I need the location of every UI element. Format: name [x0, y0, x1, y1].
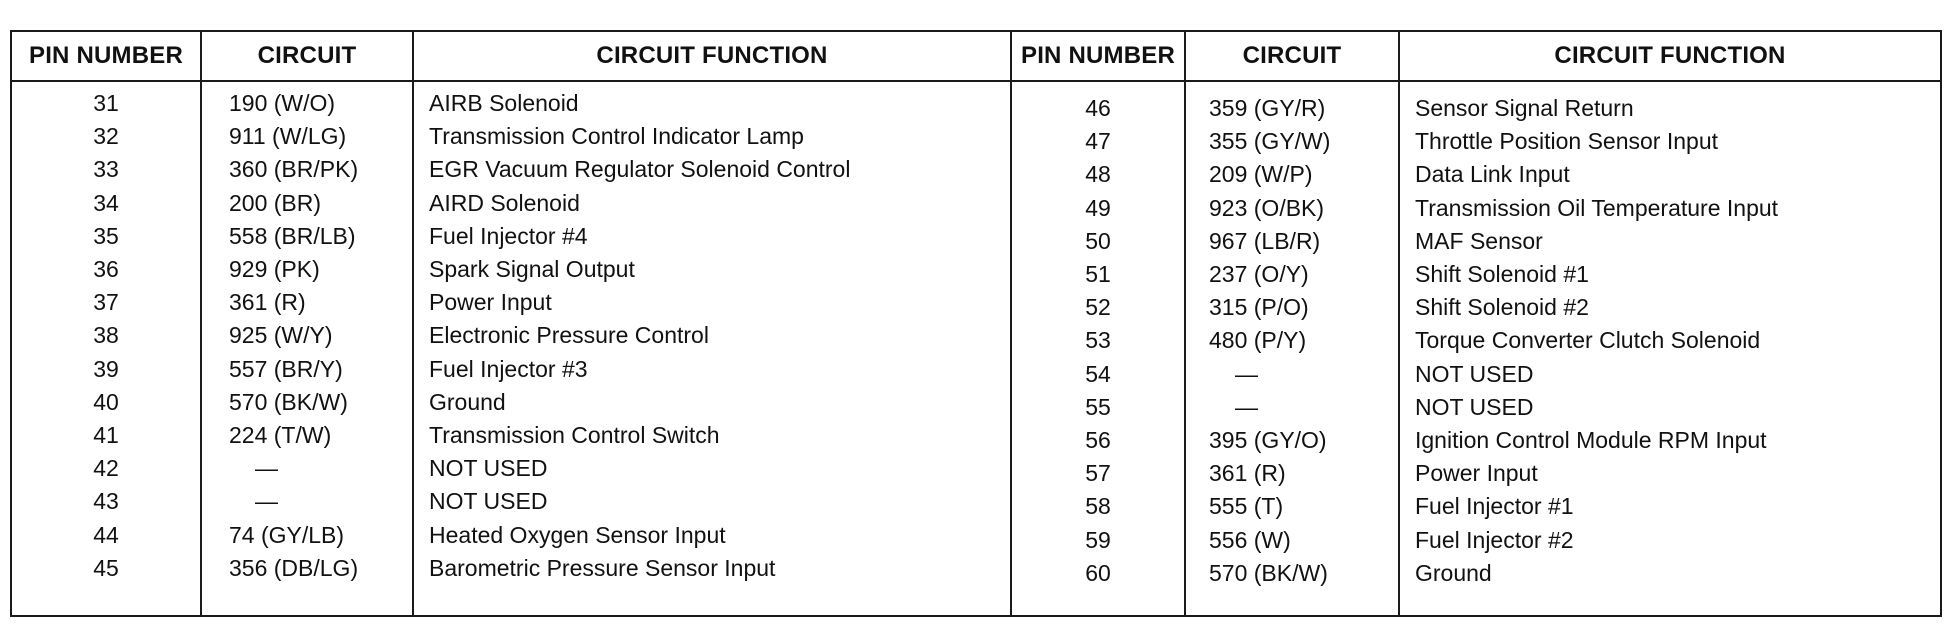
header-circuit-function: CIRCUIT FUNCTION	[1554, 42, 1786, 69]
circuit-cell: 360 (BR/PK)	[229, 156, 359, 183]
circuit-function-cell: NOT USED	[1415, 393, 1534, 420]
circuit-cell: —	[255, 488, 278, 515]
pin-number-cell: 35	[93, 222, 119, 249]
pin-number-cell: 37	[93, 289, 119, 316]
pin-number-cell: 45	[93, 554, 119, 581]
pin-number-cell: 41	[93, 422, 119, 448]
pin-number-cell: 50	[1085, 227, 1111, 254]
pin-number-cell: 34	[93, 189, 119, 216]
pin-number-cell: 53	[1085, 327, 1111, 354]
pin-number-cell: 60	[1085, 559, 1111, 586]
circuit-cell: 237 (O/Y)	[1209, 261, 1309, 287]
circuit-function-cell: MAF Sensor	[1415, 227, 1543, 254]
circuit-cell: 558 (BR/LB)	[229, 222, 356, 249]
circuit-function-cell: NOT USED	[1415, 360, 1534, 387]
circuit-function-cell: Torque Converter Clutch Solenoid	[1415, 327, 1761, 354]
circuit-cell: 355 (GY/W)	[1209, 128, 1331, 155]
pin-number-cell: 44	[93, 521, 119, 548]
circuit-function-cell: Transmission Control Indicator Lamp	[429, 123, 804, 150]
pin-number-cell: 42	[93, 455, 119, 482]
circuit-cell: 190 (W/O)	[229, 90, 336, 116]
circuit-cell: 570 (BK/W)	[1209, 559, 1328, 586]
circuit-function-cell: NOT USED	[429, 488, 548, 515]
pin-number-cell: 38	[93, 322, 119, 349]
column-divider	[1184, 32, 1186, 615]
pin-circuit-table	[10, 30, 1942, 617]
circuit-cell: 556 (W)	[1209, 526, 1291, 553]
pin-number-cell: 57	[1085, 460, 1111, 487]
circuit-function-cell: Electronic Pressure Control	[429, 322, 709, 349]
pin-number-cell: 32	[93, 123, 119, 150]
pin-number-cell: 40	[93, 388, 119, 415]
circuit-function-cell: Shift Solenoid #2	[1415, 294, 1589, 321]
pin-number-cell: 33	[93, 156, 119, 183]
header-circuit: CIRCUIT	[257, 42, 357, 69]
circuit-cell: 967 (LB/R)	[1209, 227, 1321, 254]
circuit-cell: 395 (GY/O)	[1209, 427, 1327, 453]
header-pin-number: PIN NUMBER	[28, 42, 183, 69]
circuit-cell: 911 (W/LG)	[229, 123, 347, 150]
circuit-function-cell: NOT USED	[429, 455, 548, 482]
circuit-cell: 923 (O/BK)	[1209, 194, 1325, 221]
circuit-function-cell: Transmission Control Switch	[429, 422, 720, 448]
pin-number-cell: 52	[1085, 294, 1111, 321]
column-divider	[1398, 32, 1400, 615]
circuit-function-cell: AIRB Solenoid	[429, 90, 579, 116]
header-pin-number: PIN NUMBER	[1020, 42, 1175, 69]
circuit-cell: 224 (T/W)	[229, 422, 332, 448]
circuit-function-cell: Shift Solenoid #1	[1415, 261, 1589, 287]
circuit-cell: 356 (DB/LG)	[229, 554, 359, 581]
pin-number-cell: 56	[1085, 427, 1111, 453]
pin-number-cell: 31	[93, 90, 119, 116]
circuit-function-cell: Transmission Oil Temperature Input	[1415, 194, 1779, 221]
pin-number-cell: 54	[1085, 360, 1111, 387]
circuit-function-cell: Sensor Signal Return	[1415, 95, 1634, 121]
circuit-cell: 557 (BR/Y)	[229, 355, 343, 382]
circuit-cell: 925 (W/Y)	[229, 322, 333, 349]
circuit-cell: 480 (P/Y)	[1209, 327, 1307, 354]
pin-number-cell: 47	[1085, 128, 1111, 155]
column-divider	[412, 32, 414, 615]
circuit-function-cell: Barometric Pressure Sensor Input	[429, 554, 776, 581]
pin-number-cell: 55	[1085, 393, 1111, 420]
header-divider	[12, 80, 1940, 82]
circuit-function-cell: Ground	[429, 388, 506, 415]
circuit-cell: 74 (GY/LB)	[229, 521, 345, 548]
circuit-cell: 555 (T)	[1209, 493, 1284, 520]
circuit-cell: —	[1235, 360, 1258, 387]
circuit-function-cell: EGR Vacuum Regulator Solenoid Control	[429, 156, 851, 183]
pin-number-cell: 48	[1085, 161, 1111, 188]
header-circuit-function: CIRCUIT FUNCTION	[596, 42, 828, 69]
circuit-function-cell: Heated Oxygen Sensor Input	[429, 521, 726, 548]
circuit-function-cell: Power Input	[429, 289, 552, 316]
circuit-cell: 361 (R)	[229, 289, 306, 316]
pin-number-cell: 43	[93, 488, 119, 515]
pin-number-cell: 58	[1085, 493, 1111, 520]
pin-number-cell: 46	[1085, 95, 1111, 121]
pin-number-cell: 36	[93, 256, 119, 282]
pin-number-cell: 59	[1085, 526, 1111, 553]
circuit-cell: 315 (P/O)	[1209, 294, 1309, 321]
header-circuit: CIRCUIT	[1242, 42, 1342, 69]
circuit-function-cell: Ground	[1415, 559, 1492, 586]
circuit-function-cell: Fuel Injector #3	[429, 355, 588, 382]
circuit-cell: 361 (R)	[1209, 460, 1286, 487]
pin-number-cell: 51	[1085, 261, 1111, 287]
circuit-function-cell: Fuel Injector #2	[1415, 526, 1574, 553]
circuit-function-cell: Power Input	[1415, 460, 1538, 487]
circuit-function-cell: Throttle Position Sensor Input	[1415, 128, 1718, 155]
circuit-cell: —	[1235, 393, 1258, 420]
pin-number-cell: 39	[93, 355, 119, 382]
circuit-function-cell: Fuel Injector #4	[429, 222, 588, 249]
circuit-cell: 200 (BR)	[229, 189, 322, 216]
circuit-function-cell: Spark Signal Output	[429, 256, 635, 282]
circuit-function-cell: Ignition Control Module RPM Input	[1415, 427, 1767, 453]
circuit-cell: —	[255, 455, 278, 482]
circuit-function-cell: Fuel Injector #1	[1415, 493, 1574, 520]
circuit-cell: 570 (BK/W)	[229, 388, 348, 415]
circuit-function-cell: AIRD Solenoid	[429, 189, 580, 216]
circuit-cell: 929 (PK)	[229, 256, 320, 282]
pin-number-cell: 49	[1085, 194, 1111, 221]
circuit-cell: 209 (W/P)	[1209, 161, 1313, 188]
circuit-function-cell: Data Link Input	[1415, 161, 1570, 188]
circuit-cell: 359 (GY/R)	[1209, 95, 1326, 121]
column-divider	[200, 32, 202, 615]
